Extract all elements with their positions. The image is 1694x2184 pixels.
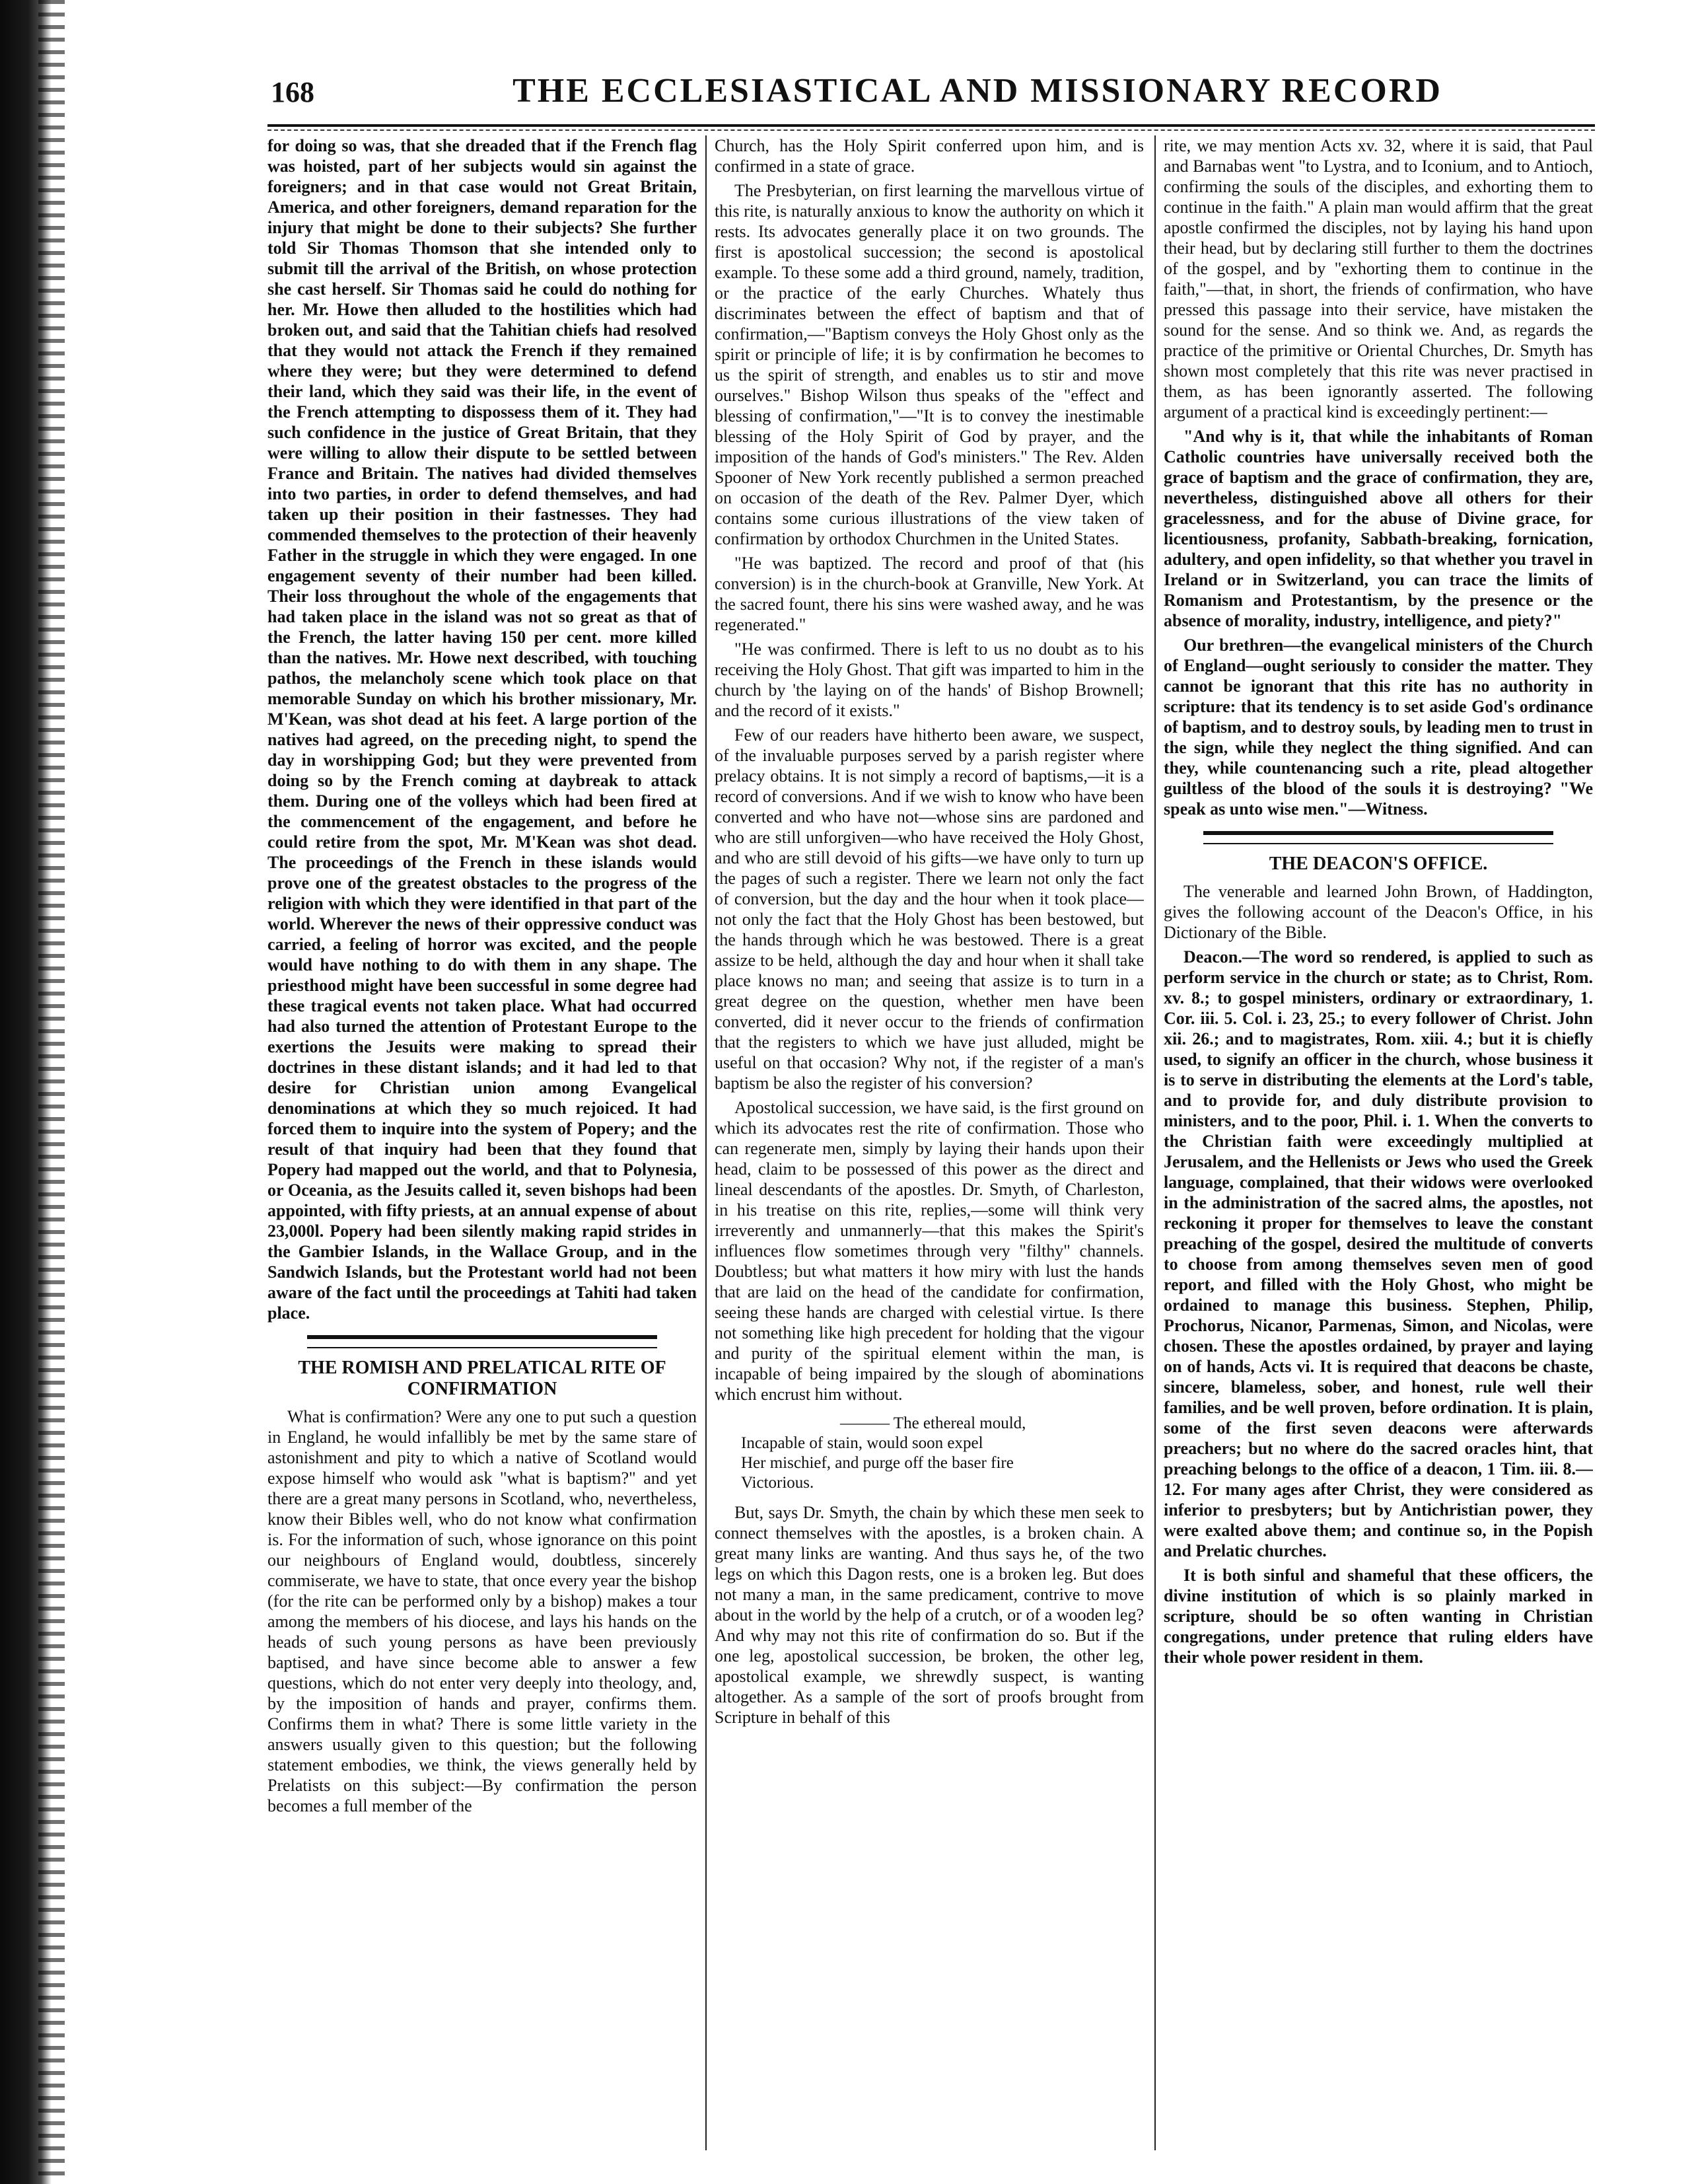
- section-title-confirmation: THE ROMISH AND PRELATICAL RITE OF CONFIRMATION: [298, 1358, 666, 1399]
- section-title-deacons-office: THE DEACON'S OFFICE.: [1269, 854, 1488, 874]
- column-divider: [1154, 135, 1156, 2150]
- verse-quotation: [741, 1414, 1144, 1493]
- article-paragraph: "He was confirmed. There is left to us no doubt as to his receiving the Holy Ghost. That gift was imparted to him in the church by 'the laying on of the hands' of Bishop Brownell; and the record of it exists.": [715, 639, 1144, 720]
- page-binding-edge: [0, 0, 52, 2184]
- article-paragraph: Our brethren—the evangelical ministers of the Church of England—ought seriously to consider the matter. They cannot be ignorant that this rite has no authority in scripture: that its tendency is to set aside God's ordinance of baptism, and to destroy souls, by leading men to trust in the sign, while they neglect the thing signified. And can they, while countenancing such a rite, plead altogether guiltless of the blood of the souls it is destroying? "We speak as unto wise men."—Witness.: [1164, 636, 1593, 819]
- article-paragraph: for doing so was, that she dreaded that if the French flag was hoisted, part of her subjects would sin against the foreigners; and in that case would not Great Britain, America, and other foreigners, demand reparation for the injury that might be done to their subjects? She further told Sir Thomas Thomson that she intended only to submit till the arrival of the British, on whose protection she cast herself. Sir Thomas said he could do nothing for her. Mr. Howe then alluded to the hostilities which had broken out, and said that the Tahitian chiefs had resolved that they would not attack the French if they remained where they were; but they were determined to defend their land, which they said was their life, in the event of the French attempting to dispossess them of it. They had such confidence in the justice of Great Britain, that they were willing to allow their dispute to be settled between France and Britain. The natives had divided themselves into two parties, in order to defend themselves, and had taken up their position in their fastnesses. They had commended themselves to the protection of their heavenly Father in the struggle in which they were engaged. In one engagement seventy of their number had been killed. Their loss throughout the whole of the engagements that had taken place in the island was not so great as that of the French, the latter having 150 per cent. more killed than the natives. Mr. Howe next described, with touching pathos, the melancholy scene which took place on that memorable Sunday on which his brother missionary, Mr. M'Kean, was shot dead at his feet. A large portion of the natives had agreed, on the preceding night, to spend the day in worshipping God; but they were prevented from doing so by the French coming at daybreak to attack them. During one of the volleys which had been fired at the commencement of the engagement, and before he could retire from the spot, Mr. M'Kean was shot dead. The proceedings of the French in these islands would prove one of the greatest obstacles to the progress of the religion with which they were identified in that part of the world. Wherever the news of their oppressive conduct was carried, a feeling of horror was excited, and the people would have nothing to do with them in any shape. The priesthood might have been successful in some degree had these tragical events not taken place. What had occurred had also turned the attention of Protestant Europe to the exertions the Jesuits were making to spread their doctrines in these distant islands; and it had led to that desire for Christian union among Evangelical denominations at which they so much rejoiced. It had forced them to inquire into the system of Popery; and the result of that inquiry had been that they found that Popery had mapped out the world, and that to Polynesia, or Oceania, as the Jesuits called it, seven bishops had been appointed, with fifty priests, at an annual expense of about 23,000l. Popery had been silently making rapid strides in the Gambier Islands, in the Wallace Group, and in the Sandwich Islands, but the Protestant world had not been aware of the fact until the proceedings at Tahiti had taken place.: [267, 136, 697, 1323]
- article-paragraph: But, says Dr. Smyth, the chain by which these men seek to connect themselves with the apostles, is a broken chain. A great many links are wanting. And thus says he, of the two legs on which this Dagon rests, one is a broken leg. But does not many a man, in the same predicament, contrive to move about in the world by the help of a crutch, or of a wooden leg? And why may not this rite of confirmation do so. But if the one leg, apostolical succession, be broken, the other leg, apostolical example, we shrewdly suspect, is wanting altogether. As a sample of the sort of proofs brought from Scripture in behalf of this: [715, 1503, 1144, 1727]
- article-paragraph: Few of our readers have hitherto been aware, we suspect, of the invaluable purposes served by a parish register where prelacy obtains. It is not simply a record of baptisms,—it is a record of conversions. And if we wish to know who have been converted and who have not—whose sins are pardoned and who are still unforgiven—who have received the Holy Ghost, and who are still devoid of his gifts—we have only to turn up the pages of such a register. There we learn not only the fact of conversion, but the day and the hour when it took place—not only the fact that the Holy Ghost has been bestowed, but the hands through which he was bestowed. There is a great assize to be held, although the day and hour when it shall take place knows no man; and seeing that assize is to turn in a great degree on the question, whether men have been converted, did it never occur to the friends of confirmation that the registers to which we have just alluded, might be useful on that occasion? Why not, if the register of a man's baptism be also the register of his conversion?: [715, 725, 1144, 1093]
- section-divider: [307, 1335, 657, 1348]
- column-2: [715, 135, 1144, 2157]
- article-paragraph: It is both sinful and shameful that these officers, the divine institution of which is so plainly marked in scripture, should be so often wanting in Christian congregations, under pretence that ruling elders have their whole power resident in them.: [1164, 1566, 1593, 1667]
- header-rule: [267, 124, 1595, 127]
- article-paragraph: Church, has the Holy Spirit conferred upon him, and is confirmed in a state of grace.: [715, 136, 1144, 176]
- column-divider: [705, 135, 707, 2150]
- dictionary-entry: Deacon.—The word so rendered, is applied to such as perform service in the church or state; as to Christ, Rom. xv. 8.; to gospel ministers, ordinary or extraordinary, 1. Cor. iii. 5. Col. i. 23, 25.; to every follower of Christ. John xii. 26.; and to magistrates, Rom. xiii. 4.; but it is chiefly used, to signify an officer in the church, whose business it is to serve in distributing the elements at the Lord's table, and to provide for, and duly distribute provision to ministers, and to the poor, Phil. i. 1. When the converts to the Christian faith were exceedingly multiplied at Jerusalem, and the Hellenists or Jews who used the Greek language, complained, that their widows were overlooked in the administration of the sacred alms, the apostles, not reckoning it proper for themselves to leave the constant preaching of the gospel, desired the multitude of converts to choose from among themselves seven men of good report, and filled with the Holy Ghost, who might be ordained to manage this business. Stephen, Philip, Prochorus, Nicanor, Parmenas, Simon, and Nicolas, were chosen. These the apostles ordained, by prayer and laying on of hands, Acts vi. It is required that deacons be chaste, sincere, blameless, sober, and honest, rule well their families, and be well proven, before ordination. It is plain, some of the first seven deacons were afterwards preachers; but no where do the sacred oracles hint, that preaching belongs to the office of a deacon, 1 Tim. iii. 8.—12. For many ages after Christ, they were considered as inferior to presbyters; but by Antichristian power, they were exalted above them; and continue so, in the Popish and Prelatic churches.: [1164, 947, 1593, 1560]
- column-1: [267, 135, 697, 2157]
- verse-line: Her mischief, and purge off the baser fire: [741, 1454, 1014, 1472]
- column-3: [1164, 135, 1593, 2157]
- article-paragraph: The Presbyterian, on first learning the marvellous virtue of this rite, is naturally anxious to know the authority on which it rests. Its advocates generally place it on two grounds. The first is apostolical succession; the second is apostolical example. To these some add a third ground, namely, tradition, or the practice of the early Churches. Whately thus discriminates between the effect of baptism and that of confirmation,—"Baptism conveys the Holy Ghost only as the spirit or principle of life; it is by confirmation he becomes to us the spirit of strength, and enables us to stir and move ourselves." Bishop Wilson thus speaks of the "effect and blessing of confirmation,"—"It is to convey the inestimable blessing of the Holy Spirit of God by prayer, and the imposition of the hands of God's ministers." The Rev. Alden Spooner of New York recently published a sermon preached on occasion of the death of the Rev. Palmer Dyer, which contains some curious illustrations of the view taken of confirmation by orthodox Churchmen in the United States.: [715, 181, 1144, 548]
- article-paragraph: Apostolical succession, we have said, is the first ground on which its advocates rest the rite of confirmation. Those who can regenerate men, simply by laying their hands upon their head, claim to be possessed of this power as the direct and lineal descendants of the apostles. Dr. Smyth, of Charleston, in his treatise on this rite, replies,—some will think very irreverently and unmannerly—that this makes the Spirit's influences flow sometimes through very "filthy" channels. Doubtless; but what matters it how miry with lust the hands that are laid on the head of the candidate for confirmation, seeing these hands are charged with celestial virtue. Is there not something like high precedent for holding that the vigour and purity of the spiritual element within the man, is incapable of being impaired by the slough of abominations which encrust him without.: [715, 1098, 1144, 1404]
- verse-line: ——— The ethereal mould,: [840, 1414, 1026, 1432]
- page-number: 168: [271, 76, 314, 108]
- running-title: THE ECCLESIASTICAL AND MISSIONARY RECORD: [512, 72, 1442, 110]
- article-paragraph: The venerable and learned John Brown, of Haddington, gives the following account of the Deacon's Office, in his Dictionary of the Bible.: [1164, 882, 1593, 942]
- page-header: [271, 71, 1592, 124]
- verse-line: Victorious.: [741, 1474, 814, 1492]
- article-paragraph: rite, we may mention Acts xv. 32, where it is said, that Paul and Barnabas went "to Lystra, and to Iconium, and to Antioch, confirming the souls of the disciples, and exhorting them to continue in the faith." A plain man would affirm that the great apostle confirmed the disciples, not by laying his hand upon their head, but by declaring still further to them the doctrines of the gospel, and by "exhorting them to continue in the faith,"—that, in short, the friends of confirmation, who have pressed this passage into their service, have mistaken the sound for the sense. And so think we. And, as regards the practice of the primitive or Oriental Churches, Dr. Smyth has shown most completely that this rite was never practised in them, as has been ignorantly asserted. The following argument of a practical kind is exceedingly pertinent:—: [1164, 136, 1593, 421]
- article-paragraph: "He was baptized. The record and proof of that (his conversion) is in the church-book at Granville, New York. At the sacred fount, there his sins were washed away, and he was regenerated.": [715, 554, 1144, 634]
- quoted-paragraph: "And why is it, that while the inhabitants of Roman Catholic countries have universally received both the grace of baptism and the grace of confirmation, they are, nevertheless, distinguished above all others for their gracelessness, and for the abuse of Divine grace, for licentiousness, profanity, Sabbath-breaking, fornication, adultery, and open infidelity, so that whether you travel in Ireland or in Switzerland, you can trace the limits of Romanism and Protestantism, by the presence or the absence of morality, industry, intelligence, and piety?": [1164, 427, 1593, 630]
- article-paragraph: What is confirmation? Were any one to put such a question in England, he would infallibly be met by the same stare of astonishment and pity to which a native of Scotland would expose himself who would ask "what is baptism?" and yet there are a great many persons in Scotland, who, nevertheless, know their Bibles well, who do not know what confirmation is. For the information of such, whose ignorance on this point our neighbours of England would, doubtless, sincerely commiserate, we have to state, that once every year the bishop (for the rite can be performed only by a bishop) makes a tour among the members of his diocese, and lays his hands on the heads of such young persons as have been previously baptised, and have since become able to answer a few questions, which do not enter very deeply into theology, and, by the imposition of hands and prayer, confirms them. Confirms them in what? There is some little variety in the answers usually given to this question; but the following statement embodies, we think, the views generally held by Prelatists on this subject:—By confirmation the person becomes a full member of the: [267, 1407, 697, 1815]
- section-divider: [1203, 831, 1553, 844]
- verse-line: Incapable of stain, would soon expel: [741, 1434, 983, 1452]
